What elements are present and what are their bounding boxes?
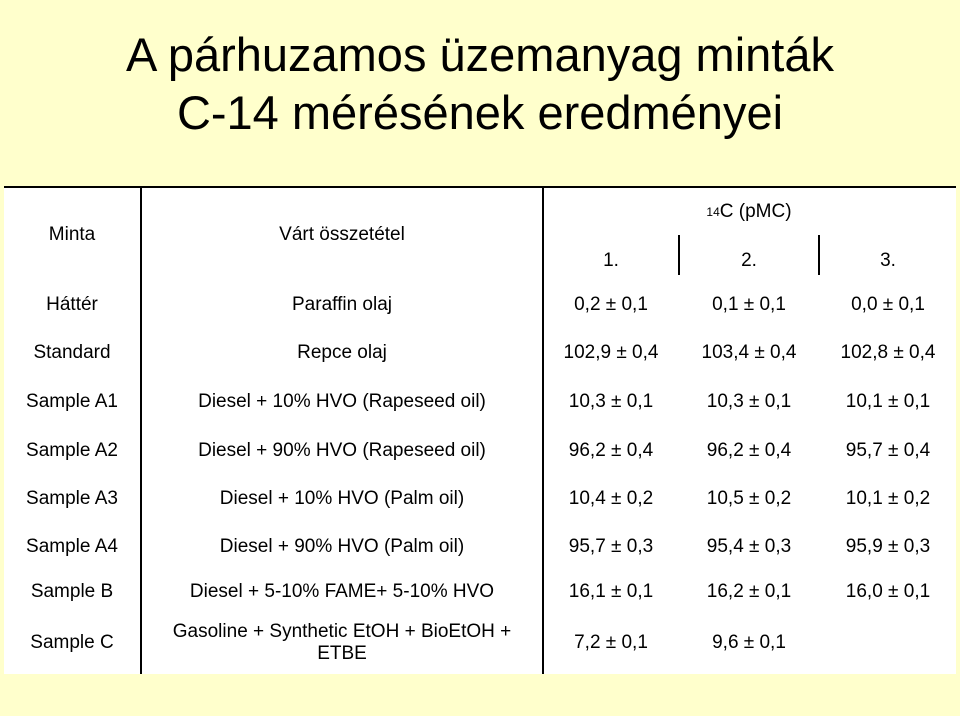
cell-value-1: 95,7 ± 0,3 <box>568 536 654 557</box>
table-top-border <box>4 186 956 188</box>
cell-value-2: 95,4 ± 0,3 <box>706 536 792 557</box>
cell-value-1: 10,3 ± 0,1 <box>568 391 654 412</box>
cell-value-1: 7,2 ± 0,1 <box>574 632 648 653</box>
header-c14 <box>544 195 954 229</box>
cell-value-3: 95,9 ± 0,3 <box>845 536 931 557</box>
cell-value-3 <box>820 612 956 674</box>
cell-sample: Sample A1 <box>26 391 118 412</box>
cell-composition: Diesel + 10% HVO (Rapeseed oil) <box>198 391 486 412</box>
cell-value-3: 0,0 ± 0,1 <box>851 294 925 315</box>
cell-composition: Diesel + 10% HVO (Palm oil) <box>219 488 465 509</box>
cell-value-2: 16,2 ± 0,1 <box>706 581 792 602</box>
cell-value-2: 103,4 ± 0,4 <box>701 342 797 363</box>
c14-label: C (pMC) <box>719 201 792 222</box>
cell-value-1: 0,2 ± 0,1 <box>574 294 648 315</box>
cell-composition: Diesel + 5-10% FAME+ 5-10% HVO <box>189 581 495 602</box>
cell-composition: Paraffin olaj <box>292 294 392 315</box>
cell-value-2: 96,2 ± 0,4 <box>706 440 792 461</box>
cell-sample: Sample C <box>30 632 114 653</box>
cell-value-2: 10,5 ± 0,2 <box>706 488 792 509</box>
cell-sample: Háttér <box>46 294 98 315</box>
cell-value-1: 96,2 ± 0,4 <box>568 440 654 461</box>
cell-sample: Sample A2 <box>26 440 118 461</box>
cell-value-3: 95,7 ± 0,4 <box>845 440 931 461</box>
cell-value-2: 10,3 ± 0,1 <box>706 391 792 412</box>
header-composition: Várt összetétel <box>279 224 405 245</box>
cell-sample: Sample A3 <box>26 488 118 509</box>
slide-title <box>0 26 960 142</box>
cell-sample: Standard <box>33 342 111 363</box>
cell-composition: Diesel + 90% HVO (Rapeseed oil) <box>198 440 486 461</box>
cell-value-2: 9,6 ± 0,1 <box>712 632 786 653</box>
title-line-1: A párhuzamos üzemanyag minták <box>126 28 834 81</box>
cell-value-1: 16,1 ± 0,1 <box>568 581 654 602</box>
cell-value-1: 102,9 ± 0,4 <box>563 342 659 363</box>
c14-superscript: 14 <box>706 205 720 219</box>
header-measurement-2: 2. <box>741 250 757 271</box>
cell-composition: Repce olaj <box>297 342 387 363</box>
title-line-2: C-14 mérésének eredményei <box>176 86 784 139</box>
cell-value-2: 0,1 ± 0,1 <box>712 294 786 315</box>
cell-composition: Diesel + 90% HVO (Palm oil) <box>219 536 465 557</box>
cell-sample: Sample B <box>30 581 114 602</box>
cell-sample: Sample A4 <box>26 536 118 557</box>
cell-value-3: 10,1 ± 0,2 <box>845 488 931 509</box>
header-measurement-1: 1. <box>603 250 619 271</box>
cell-value-1: 10,4 ± 0,2 <box>568 488 654 509</box>
header-measurement-3: 3. <box>880 250 896 271</box>
cell-value-3: 16,0 ± 0,1 <box>845 581 931 602</box>
cell-composition: Gasoline + Synthetic EtOH + BioEtOH + ETBE <box>172 621 512 664</box>
cell-value-3: 10,1 ± 0,1 <box>845 391 931 412</box>
cell-value-3: 102,8 ± 0,4 <box>840 342 936 363</box>
header-minta: Minta <box>48 224 96 245</box>
